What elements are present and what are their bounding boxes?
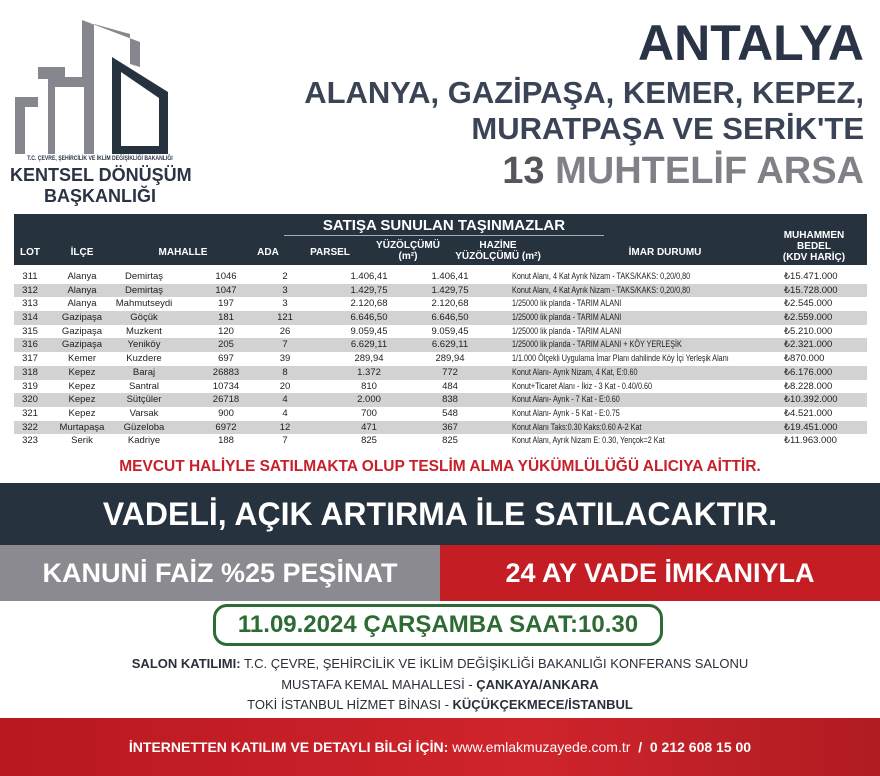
cell-mahalle: Göçük <box>130 312 158 324</box>
cell-yuzolcumu: 1.406,41 <box>350 271 388 282</box>
table-row <box>14 352 867 366</box>
cell-ada: 6972 <box>215 421 237 433</box>
cell-ada: 1046 <box>215 271 237 282</box>
cell-ada: 197 <box>218 298 234 310</box>
cell-mahalle: Kadriye <box>127 435 161 447</box>
cell-yuzolcumu: 1.429,75 <box>350 284 388 296</box>
cell-mahalle: Mahmutseydi <box>115 298 173 310</box>
salon-city2: KÜÇÜKÇEKMECE/İSTANBUL <box>452 697 633 712</box>
salon-address: MUSTAFA KEMAL MAHALLESİ - <box>281 677 477 692</box>
header-hazine <box>455 240 541 262</box>
logo-line1: KENTSEL DÖNÜŞÜM <box>10 165 192 185</box>
header-yuzolcumu-line1: YÜZÖLÇÜMÜ <box>376 240 440 251</box>
salon-address2: TOKİ İSTANBUL HİZMET BİNASI - <box>247 697 453 712</box>
cell-mahalle: Demirtaş <box>124 284 164 296</box>
cell-yuzolcumu: 1.372 <box>357 366 381 378</box>
phone-number: 0 212 608 15 00 <box>649 739 752 755</box>
cell-yuzolcumu: 2.000 <box>357 394 381 406</box>
cell-parsel: 4 <box>282 407 288 419</box>
cell-imar: Konut Alanı Taks:0.30 Kaks:0.60 A-2 Kat <box>512 421 642 433</box>
header-yuzolcumu <box>376 240 440 262</box>
salon-line3 <box>0 697 880 713</box>
cell-parsel: 12 <box>279 421 291 433</box>
header-bedel-line1: MUHAMMEN <box>783 230 845 241</box>
cell-bedel: ₺4.521.000 <box>784 407 833 419</box>
cell-ada: 120 <box>218 325 234 337</box>
cell-lot: 319 <box>22 380 38 392</box>
footer-separator: / <box>638 739 643 755</box>
header-yuzolcumu-line2: (m²) <box>398 251 418 262</box>
cell-imar: 1/25000 lik planda - TARIM ALANI <box>512 325 622 337</box>
header-mahalle: MAHALLE <box>158 247 208 258</box>
cell-mahalle: Demirtaş <box>124 271 164 282</box>
table-row <box>14 366 867 380</box>
table-row <box>14 311 867 325</box>
logo-line2: BAŞKANLIĞI <box>44 186 156 206</box>
cell-lot: 314 <box>22 312 38 324</box>
header-ada: ADA <box>257 247 279 258</box>
header-ilce: İLÇE <box>70 247 94 258</box>
cell-mahalle: Yeniköy <box>127 339 161 351</box>
cell-ilce: Alanya <box>67 271 97 282</box>
cell-yuzolcumu: 6.646,50 <box>350 312 388 324</box>
cell-parsel: 4 <box>282 394 288 406</box>
title-land: MUHTELİF ARSA <box>555 150 864 192</box>
cell-parsel: 7 <box>282 435 288 447</box>
ministry-name: T.C. ÇEVRE, ŞEHİRCİLİK VE İKLİM DEĞİŞİKLİĞİ BAKANLIĞI <box>27 156 173 162</box>
cell-hazine: 1.406,41 <box>431 271 469 282</box>
header-bedel <box>783 230 845 263</box>
cell-imar: Konut Alanı- Ayrık Nizam, 4 Kat, E:0.60 <box>512 366 638 378</box>
cell-bedel: ₺11.963.000 <box>784 435 837 447</box>
cell-lot: 315 <box>22 325 38 337</box>
notice: MEVCUT HALİYLE SATILMAKTA OLUP TESLİM ALMA YÜKÜMLÜLÜĞÜ ALICIYA AİTTİR. <box>119 458 761 475</box>
cell-yuzolcumu: 700 <box>361 407 377 419</box>
cell-bedel: ₺2.545.000 <box>784 298 833 310</box>
cell-bedel: ₺2.559.000 <box>784 312 833 324</box>
cell-imar: 1/25000 lik planda - TARIM ALANI <box>512 312 622 324</box>
header-imar: İMAR DURUMU <box>628 247 702 258</box>
cell-bedel: ₺2.321.000 <box>784 339 833 351</box>
cell-mahalle: Kuzdere <box>126 353 162 365</box>
cell-mahalle: Sütçüler <box>126 394 162 406</box>
table-row <box>14 297 867 311</box>
header-bedel-line3: (KDV HARİÇ) <box>782 252 846 263</box>
cell-yuzolcumu: 6.629,11 <box>350 339 388 351</box>
cell-bedel: ₺10.392.000 <box>784 394 838 406</box>
cell-ilce: Kepez <box>68 394 96 406</box>
header-parsel: PARSEL <box>310 247 350 258</box>
cell-yuzolcumu: 289,94 <box>354 353 384 365</box>
cell-ada: 900 <box>218 407 234 419</box>
cell-hazine: 289,94 <box>435 353 465 365</box>
header-hazine-line2: YÜZÖLÇÜMÜ (m²) <box>455 251 541 262</box>
cell-imar: Konut Alanı, 4 Kat Ayrık Nizam - TAKS/KAKS: 0,20/0,80 <box>512 284 691 296</box>
cell-parsel: 2 <box>282 271 288 282</box>
cell-lot: 323 <box>22 435 38 447</box>
cell-imar: Konut Alanı- Ayrık - 5 Kat - E:0.75 <box>512 407 620 419</box>
cell-lot: 321 <box>22 407 38 419</box>
title-city: ANTALYA <box>638 15 864 71</box>
cell-bedel: ₺5.210.000 <box>784 325 833 337</box>
cell-ada: 205 <box>218 339 234 351</box>
table-row <box>14 338 867 352</box>
header-lot: LOT <box>20 247 40 258</box>
cell-lot: 311 <box>22 271 38 282</box>
table-header <box>14 214 867 265</box>
cell-bedel: ₺15.471.000 <box>784 271 838 282</box>
table-row <box>14 393 867 407</box>
cell-ilce: Gazipaşa <box>61 312 103 324</box>
cell-imar: Konut+Ticaret Alanı - İkiz - 3 Kat - 0.40/0.60 <box>512 380 652 392</box>
table-row <box>14 284 867 298</box>
cell-lot: 318 <box>22 366 38 378</box>
header-bedel-line2: BEDEL <box>797 241 831 252</box>
cell-mahalle: Güzeloba <box>123 421 165 433</box>
cell-ada: 1047 <box>215 284 237 296</box>
cell-ilce: Kepez <box>68 366 96 378</box>
cell-hazine: 6.646,50 <box>431 312 469 324</box>
cell-ilce: Serik <box>71 435 93 447</box>
cell-yuzolcumu: 2.120,68 <box>350 298 388 310</box>
table-row <box>14 380 867 394</box>
cell-mahalle: Santral <box>128 380 160 392</box>
salon-venue: T.C. ÇEVRE, ŞEHİRCİLİK VE İKLİM DEĞİŞİKLİĞİ BAKANLIĞI KONFERANS SALONU <box>243 656 749 671</box>
cell-imar: 1/1.000 Ölçekli Uygulama İmar Planı dahilinde Köy İçi Yerleşik Alanı <box>512 353 729 365</box>
cell-mahalle: Muzkent <box>126 325 162 337</box>
cell-parsel: 3 <box>282 298 288 310</box>
cell-lot: 312 <box>22 284 38 296</box>
cell-ilce: Murtapaşa <box>59 421 105 433</box>
group-header: SATIŞA SUNULAN TAŞINMAZLAR <box>284 217 604 236</box>
cell-lot: 320 <box>22 394 38 406</box>
cell-ilce: Alanya <box>67 284 97 296</box>
cell-ada: 26718 <box>212 394 240 406</box>
cell-ada: 26883 <box>212 366 240 378</box>
cell-bedel: ₺8.228.000 <box>784 380 833 392</box>
cell-imar: Konut Alanı, 4 Kat Ayrık Nizam - TAKS/KAKS: 0,20/0,80 <box>512 271 691 282</box>
cell-hazine: 548 <box>442 407 458 419</box>
title-line2: ALANYA, GAZİPAŞA, KEMER, KEPEZ, <box>304 75 864 110</box>
title-count: 13 <box>502 150 545 192</box>
title-line4 <box>502 150 864 192</box>
cell-yuzolcumu: 471 <box>361 421 377 433</box>
cell-lot: 317 <box>22 353 38 365</box>
cell-bedel: ₺19.451.000 <box>784 421 838 433</box>
footer <box>0 718 880 776</box>
cell-imar: Konut Alanı, Ayrık Nizam E: 0.30, Yençok=2 Kat <box>512 435 665 447</box>
cell-hazine: 1.429,75 <box>431 284 469 296</box>
cell-parsel: 39 <box>279 353 291 365</box>
building-logo-icon <box>10 12 190 162</box>
cell-yuzolcumu: 9.059,45 <box>350 325 388 337</box>
cell-hazine: 838 <box>442 394 458 406</box>
cell-yuzolcumu: 810 <box>361 380 377 392</box>
cell-parsel: 7 <box>282 339 288 351</box>
cell-parsel: 26 <box>279 325 291 337</box>
cell-imar: 1/25000 lik planda - TARIM ALANI + KÖY YERLEŞİK <box>512 339 682 351</box>
salon-label: SALON KATILIMI: <box>131 656 241 671</box>
cell-hazine: 825 <box>442 435 458 447</box>
cell-hazine: 367 <box>442 421 458 433</box>
cell-ilce: Kemer <box>68 353 96 365</box>
cell-ilce: Gazipaşa <box>61 339 103 351</box>
cell-parsel: 121 <box>277 312 293 324</box>
salon-city: ÇANKAYA/ANKARA <box>476 677 599 692</box>
cell-ilce: Kepez <box>68 407 96 419</box>
cell-parsel: 8 <box>282 366 288 378</box>
cell-hazine: 772 <box>442 366 458 378</box>
table-row <box>14 421 867 435</box>
title-line3: MURATPAŞA VE SERİK'TE <box>471 111 864 146</box>
header-hazine-line1: HAZİNE <box>479 240 517 251</box>
interest-banner: KANUNİ FAİZ %25 PEŞİNAT <box>0 545 440 601</box>
cell-imar: 1/25000 lik planda - TARIM ALANI <box>512 298 622 310</box>
cell-ilce: Kepez <box>68 380 96 392</box>
cell-lot: 313 <box>22 298 38 310</box>
cell-ada: 697 <box>218 353 234 365</box>
cell-bedel: ₺6.176.000 <box>784 366 833 378</box>
logo <box>10 12 190 207</box>
cell-hazine: 2.120,68 <box>431 298 469 310</box>
cell-lot: 322 <box>22 421 38 433</box>
cell-mahalle: Baraj <box>132 366 156 378</box>
cell-imar: Konut Alanı- Ayrık - 7 Kat - E:0.60 <box>512 394 620 406</box>
table-row <box>14 407 867 421</box>
salon-line2 <box>0 677 880 693</box>
cell-ilce: Gazipaşa <box>61 325 103 337</box>
auction-date: 11.09.2024 ÇARŞAMBA SAAT:10.30 <box>213 604 663 646</box>
cell-parsel: 20 <box>279 380 291 392</box>
table-row <box>14 270 867 284</box>
sale-banner: VADELİ, AÇIK ARTIRMA İLE SATILACAKTIR. <box>0 483 880 545</box>
cell-yuzolcumu: 825 <box>361 435 377 447</box>
footer-label: İNTERNETTEN KATILIM VE DETAYLI BİLGİ İÇİN: <box>128 739 449 755</box>
installment-banner: 24 AY VADE İMKANIYLA <box>440 545 880 601</box>
salon-line1 <box>0 656 880 672</box>
cell-parsel: 3 <box>282 284 288 296</box>
cell-hazine: 484 <box>442 380 458 392</box>
table-body <box>14 270 867 448</box>
cell-ada: 188 <box>218 435 234 447</box>
cell-bedel: ₺870.000 <box>784 353 825 365</box>
cell-bedel: ₺15.728.000 <box>784 284 838 296</box>
cell-ilce: Alanya <box>67 298 97 310</box>
cell-ada: 181 <box>218 312 234 324</box>
cell-lot: 316 <box>22 339 38 351</box>
table-row <box>14 325 867 339</box>
website-link[interactable]: www.emlakmuzayede.com.tr <box>452 739 631 755</box>
table-row <box>14 434 867 448</box>
cell-hazine: 9.059,45 <box>431 325 469 337</box>
cell-hazine: 6.629,11 <box>431 339 469 351</box>
cell-ada: 10734 <box>212 380 240 392</box>
cell-mahalle: Varsak <box>129 407 159 419</box>
